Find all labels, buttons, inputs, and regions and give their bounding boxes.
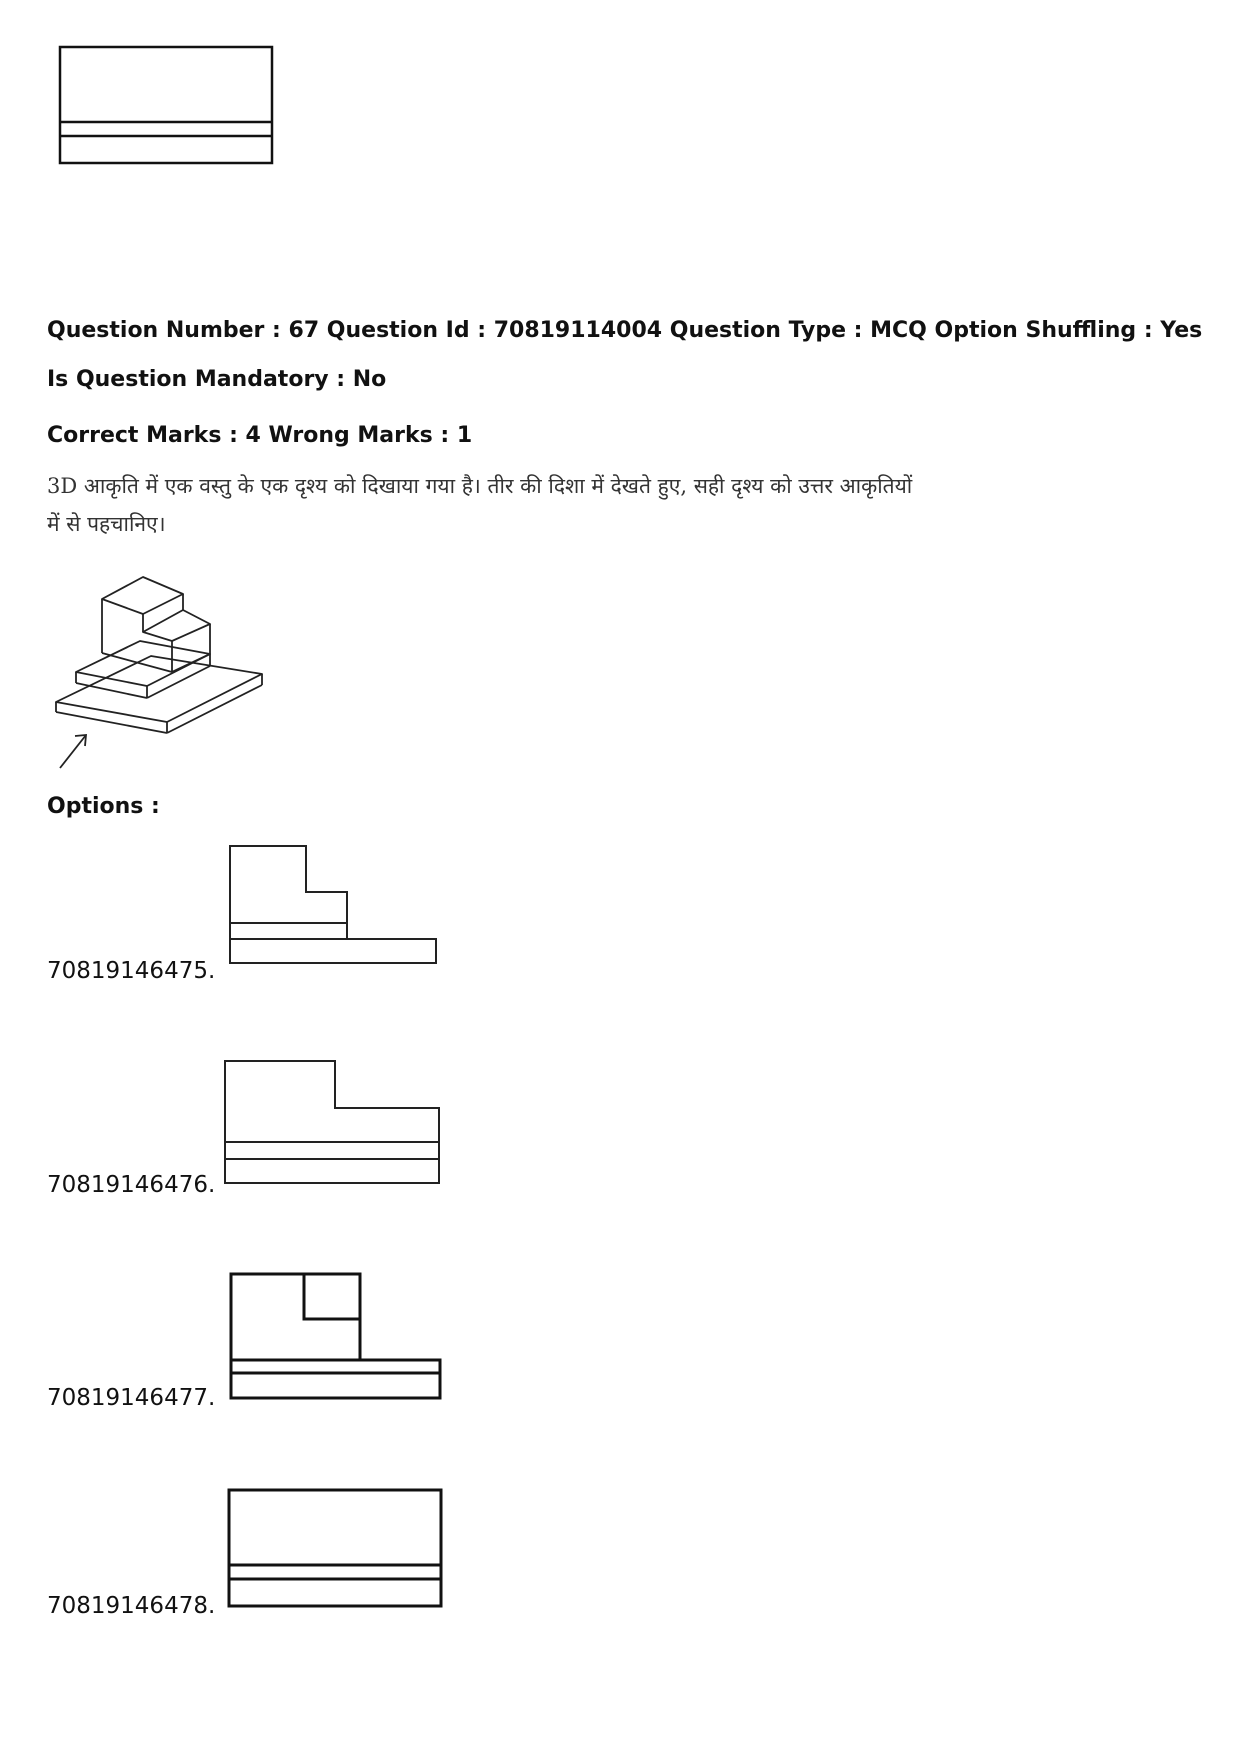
previous-question-figure [0,0,300,180]
question-text-line-2: में से पहचानिए। [47,512,166,536]
option-3-id[interactable]: 70819146477. [47,1385,216,1411]
question-3d-figure [0,560,300,780]
options-label: Options : [47,794,160,819]
question-mandatory-line: Is Question Mandatory : No [47,367,387,392]
option-3-figure[interactable] [0,1268,460,1408]
question-meta-line: Question Number : 67 Question Id : 70819114004 Question Type : MCQ Option Shuffling : Yes [47,318,1203,343]
question-marks-line: Correct Marks : 4 Wrong Marks : 1 [47,423,473,448]
option-4-figure[interactable] [0,1480,460,1620]
option-1-id[interactable]: 70819146475. [47,958,216,984]
option-1-figure[interactable] [0,840,460,980]
option-2-id[interactable]: 70819146476. [47,1172,216,1198]
question-text-line-1: 3D आकृति में एक वस्तु के एक दृश्य को दिखाया गया है। तीर की दिशा में देखते हुए, सही दृश्य को उत्तर आकृतियों [47,474,913,498]
option-4-id[interactable]: 70819146478. [47,1593,216,1619]
option-2-figure[interactable] [0,1055,460,1195]
